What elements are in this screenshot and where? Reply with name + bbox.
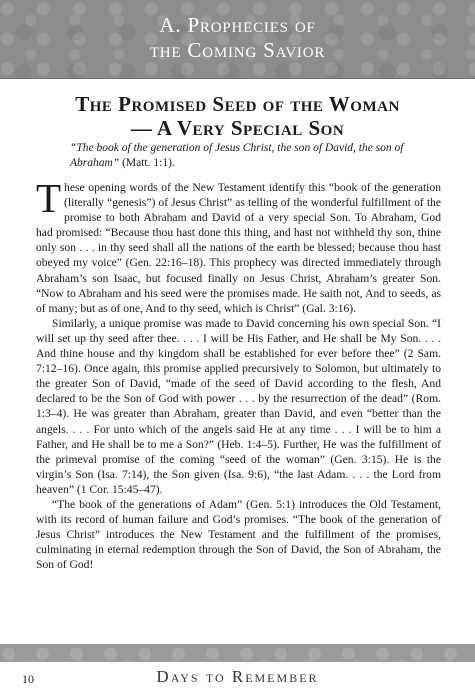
article-title-line-1: The Promised Seed of the Woman	[75, 92, 400, 116]
chapter-banner	[0, 0, 475, 79]
drop-cap: T	[36, 175, 62, 221]
article-title-line-2: — A Very Special Son	[130, 116, 345, 140]
epigraph-quote: “The book of the generation of Jesus Christ, the son of David, the son of Abraham”	[70, 142, 404, 169]
running-footer-title: Days to Remember	[156, 667, 319, 686]
page-number: 10	[22, 672, 34, 686]
paragraph-1	[36, 175, 441, 316]
paragraph-1-text: hese opening words of the New Testament identify this “book of the generation (literally “genesis”) of Jesus Christ” as telling of the wonderful fulfillment of the promise to both Abraham and David of a very special Son. To Abraham, God had promised: “Because thou hast done this thing, and hast not withheld thy son, thine only son . . . in thy seed shall all the nations of the earth be blessed; because thou hast obeyed my voice” (Gen. 22:16–18). This prophecy was directed immediately through Abraham’s son Isaac, but focused finally on Jesus Christ, Abraham’s greater Son. “Now to Abraham and his seed were the promises made. He saith not, And to seeds, as of many; but as of one, And to thy seed, which is Christ” (Gal. 3:16).	[36, 181, 441, 315]
chapter-heading-line-2: the Coming Savior	[149, 38, 326, 62]
epigraph	[70, 141, 440, 171]
paragraph-3: “The book of the generations of Adam” (Gen. 5:1) introduces the Old Testament, with its record of human failure and God’s promises. “The book of the generation of Jesus Christ” introduces the New Testament and the fulfillment of the promises, culminating in eternal redemption through the Son of David, the Son of Abraham, the Son of God!	[36, 497, 441, 572]
epigraph-reference: (Matt. 1:1).	[119, 157, 175, 169]
article-body	[36, 175, 441, 572]
chapter-heading-line-1: A. Prophecies of	[159, 13, 316, 37]
paragraph-2: Similarly, a unique promise was made to David concerning his own special Son. “I will set up thy seed after thee. . . . I will be His Father, and He shall be My Son. . . . And thine house and thy kingdom shall be established for ever before thee” (2 Sam. 7:12–16). Once again, this promise applied precursively to Solomon, but ultimately to the greater Son of David, “made of the seed of David according to the flesh, And declared to be the Son of God with power . . . by the resurrection of the dead” (Rom. 1:3–4). He was greater than Abraham, greater than David, and even “better than the angels. . . . For unto which of the angels said He at any time . . . I will be to him a Father, and He shall be to me a Son?” (Heb. 1:4–5). Further, He was the fulfillment of the primeval promise of the coming “seed of the woman” (Gen. 3:15). He is the virgin’s Son (Isa. 7:14), the Son given (Isa. 9:6), “the last Adam. . . . the Lord from heaven” (1 Cor. 15:45–47).	[36, 316, 441, 496]
chapter-heading	[22, 6, 453, 70]
